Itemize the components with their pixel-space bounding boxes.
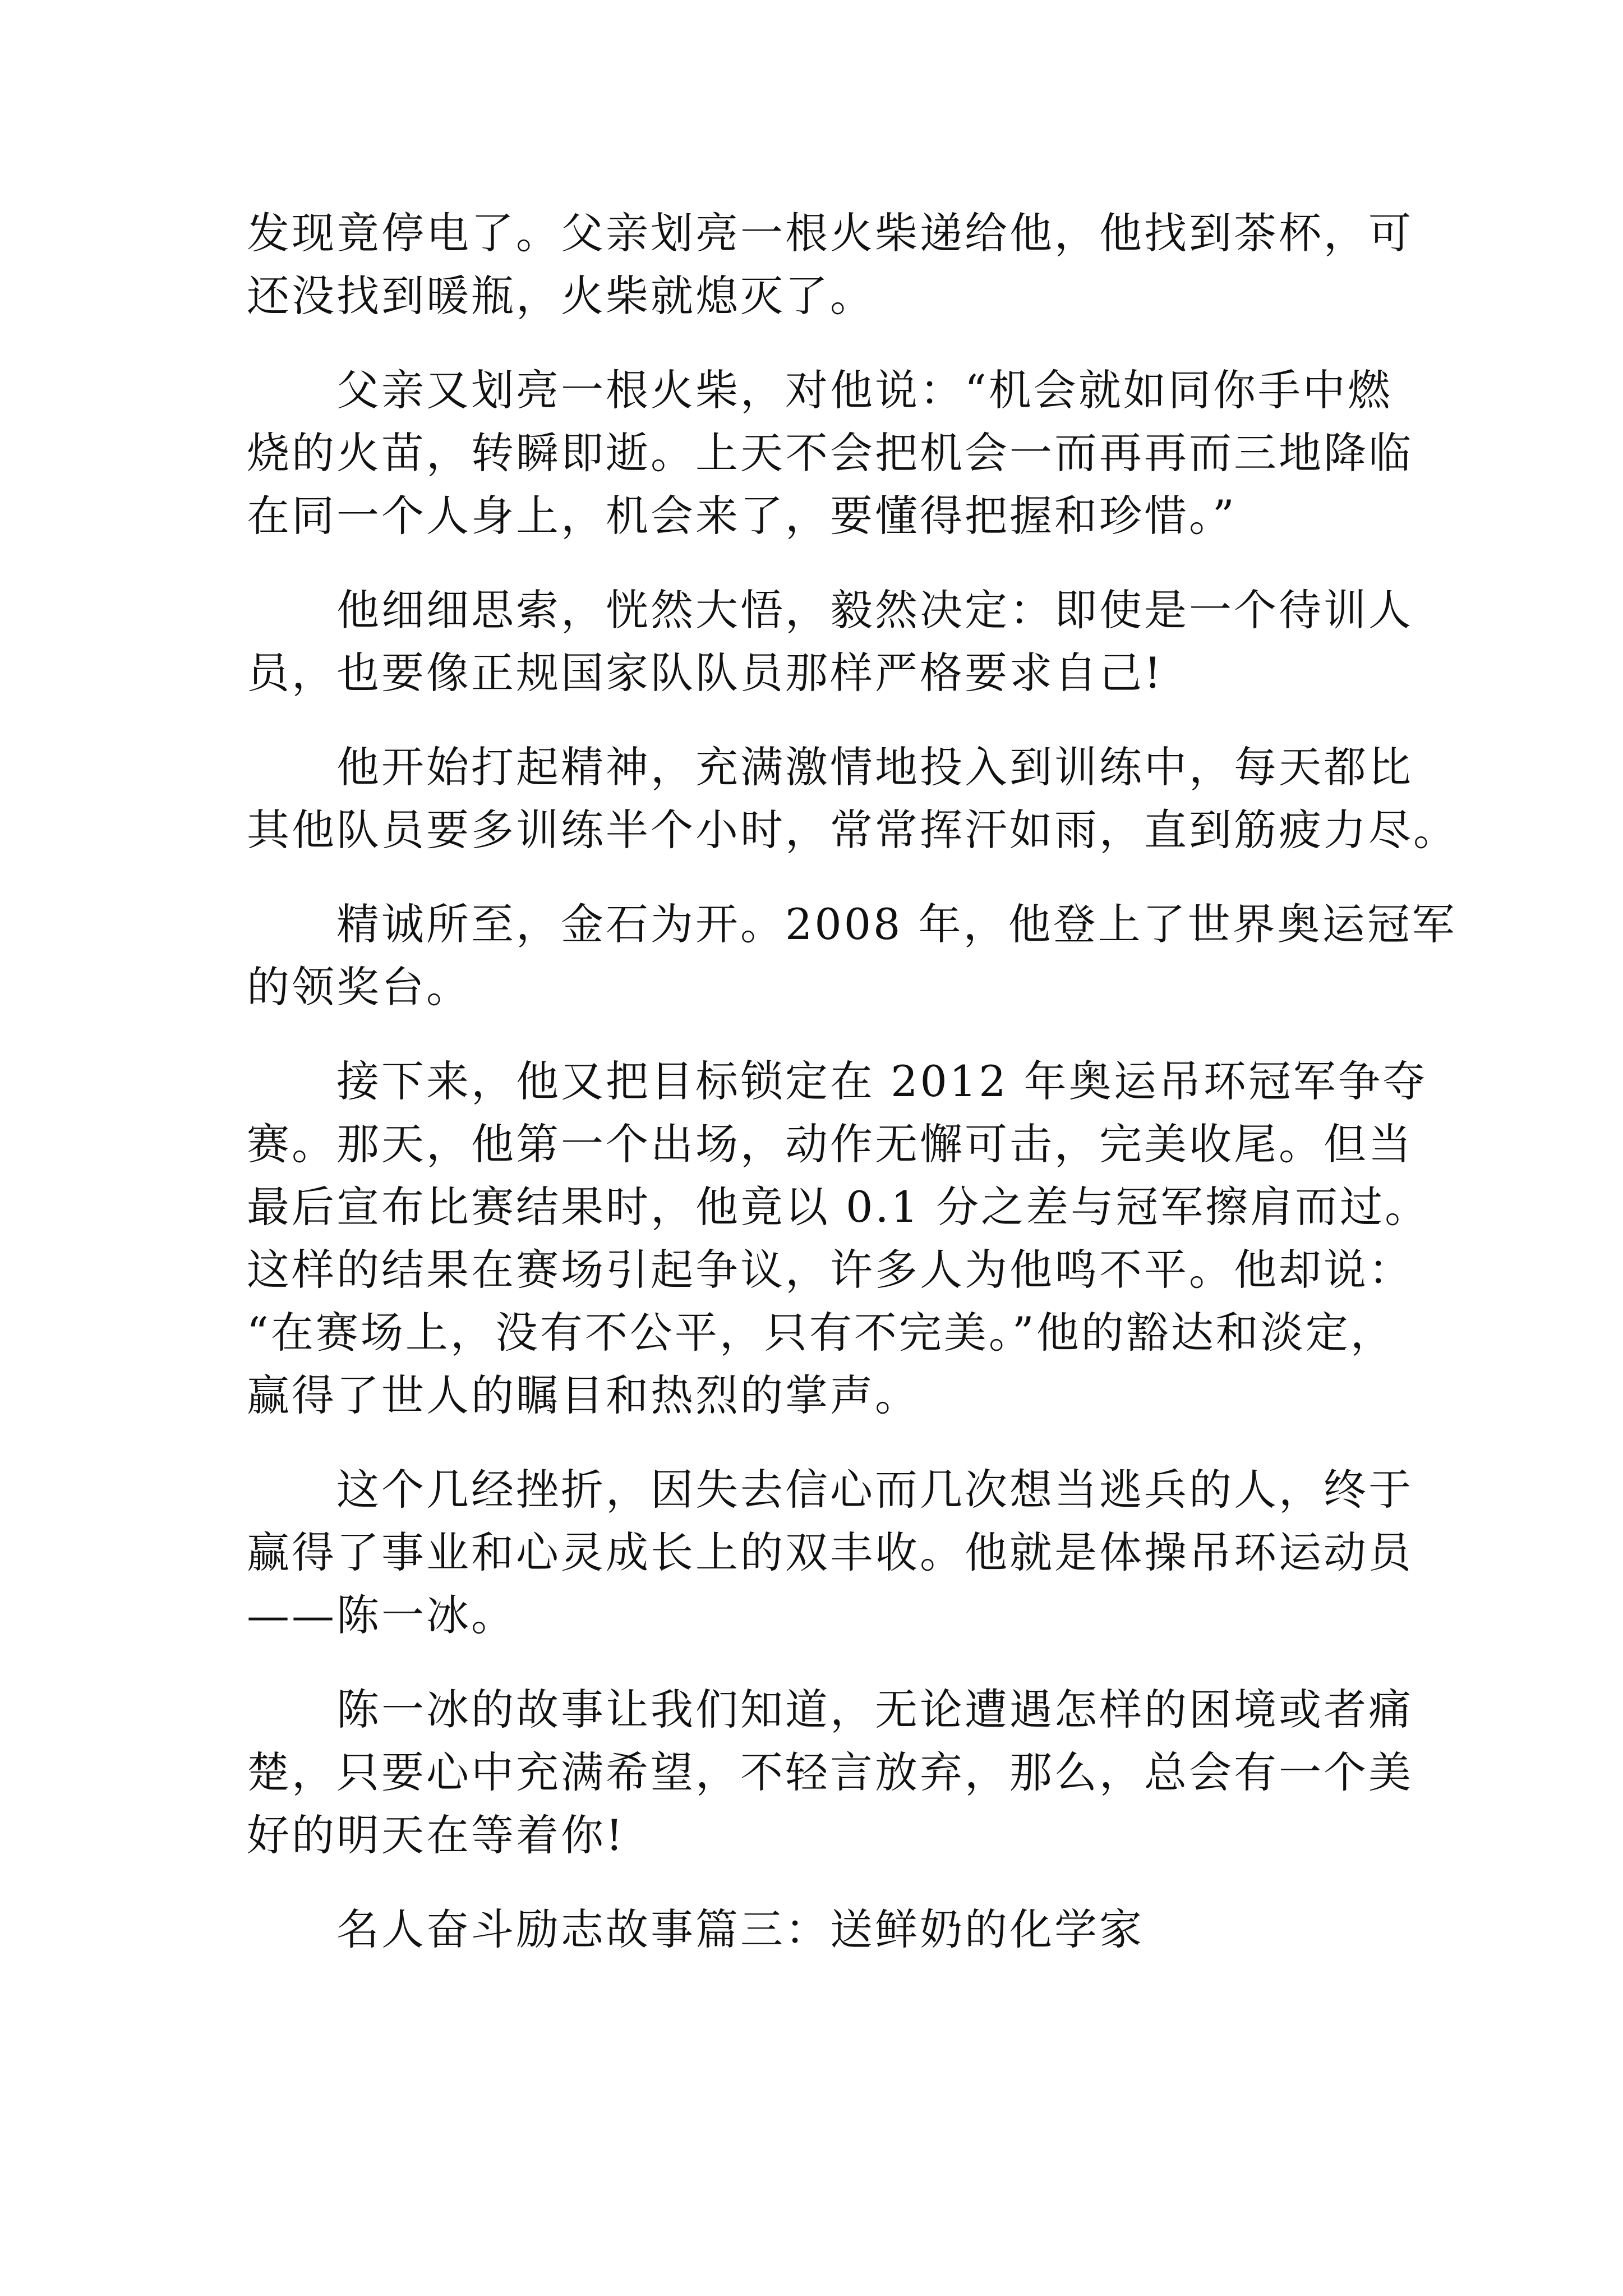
paragraph-gap — [247, 328, 1391, 359]
text-line: 赢得了事业和心灵成长上的双丰收。他就是体操吊环运动员 — [247, 1527, 1413, 1577]
paragraph-gap — [247, 1019, 1391, 1050]
text-line: 精诚所至，金石为开。2008 年，他登上了世界奥运冠军 — [336, 899, 1457, 949]
text-line: 的领奖台。 — [247, 962, 471, 1012]
text-line: 最后宣布比赛结果时，他竟以 0.1 分之差与冠军擦肩而过。 — [247, 1182, 1430, 1232]
text-line: 赛。那天，他第一个出场，动作无懈可击，完美收尾。但当 — [247, 1119, 1413, 1169]
text-line: 赢得了世人的瞩目和热烈的掌声。 — [247, 1370, 920, 1420]
text-line: 父亲又划亮一根火柴，对他说：“机会就如同你手中燃 — [336, 365, 1393, 415]
paragraph-gap — [247, 705, 1391, 736]
text-line: 陈一冰的故事让我们知道，无论遭遇怎样的困境或者痛 — [336, 1685, 1413, 1734]
paragraph-gap — [247, 862, 1391, 893]
text-line: “在赛场上，没有不公平，只有不完美。”他的豁达和淡定， — [247, 1308, 1395, 1358]
text-line: 他开始打起精神，充满激情地投入到训练中，每天都比 — [336, 742, 1413, 792]
text-line: 烧的火苗，转瞬即逝。上天不会把机会一而再再而三地降临 — [247, 428, 1413, 478]
document-body — [247, 202, 1458, 1961]
paragraph-gap — [247, 547, 1391, 579]
paragraph-gap — [247, 1647, 1391, 1678]
text-line: 好的明天在等着你! — [247, 1810, 625, 1860]
paragraph-gap — [247, 1427, 1391, 1458]
text-line: ——陈一冰。 — [247, 1590, 516, 1640]
text-line: 楚，只要心中充满希望，不轻言放弃，那么，总会有一个美 — [247, 1747, 1413, 1797]
text-line: 这个几经挫折，因失去信心而几次想当逃兵的人，终于 — [336, 1465, 1413, 1515]
text-line: 还没找到暖瓶，火柴就熄灭了。 — [247, 271, 875, 321]
text-line: 这样的结果在赛场引起争议，许多人为他鸣不平。他却说： — [247, 1245, 1413, 1295]
text-line: 接下来，他又把目标锁定在 2012 年奥运吊环冠军争夺 — [336, 1056, 1428, 1106]
text-line: 其他队员要多训练半个小时，常常挥汗如雨，直到筋疲力尽。 — [247, 805, 1458, 855]
text-line: 发现竟停电了。父亲划亮一根火柴递给他，他找到茶杯，可 — [247, 208, 1413, 258]
text-line: 在同一个人身上，机会来了，要懂得把握和珍惜。” — [247, 491, 1237, 541]
text-line: 他细细思索，恍然大悟，毅然决定：即使是一个待训人 — [336, 585, 1413, 635]
text-line: 名人奋斗励志故事篇三：送鲜奶的化学家 — [336, 1904, 1144, 1954]
paragraph-gap — [247, 1867, 1391, 1898]
text-line: 员，也要像正规国家队队员那样严格要求自己! — [247, 648, 1164, 698]
